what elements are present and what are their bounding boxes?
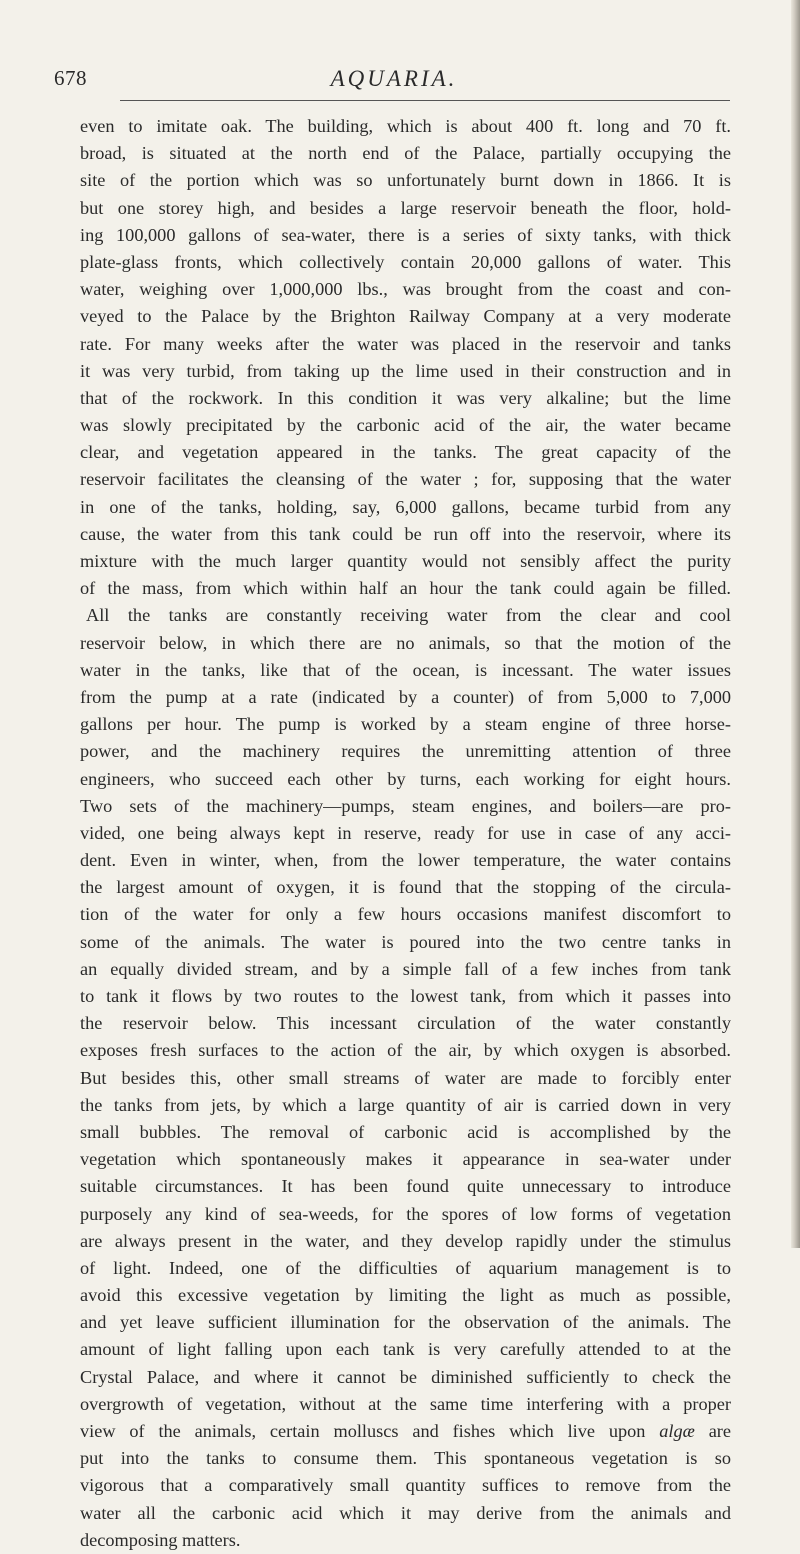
page-number: 678 <box>54 66 87 90</box>
text-line: of the mass, from which within half an hour the tank could again be filled. <box>80 578 731 599</box>
text-line: and yet leave sufficient illumination for the observation of the animals. The <box>80 1312 731 1333</box>
text-line: avoid this excessive vegetation by limiting the light as much as possible, <box>80 1285 731 1306</box>
text-line: water all the carbonic acid which it may derive from the animals and <box>80 1502 731 1523</box>
text-line: purposely any kind of sea-weeds, for the spores of low forms of vegetation <box>80 1203 731 1224</box>
text-line: broad, is situated at the north end of the Palace, partially occupying the <box>80 143 731 164</box>
text-line: the largest amount of oxygen, it is found that the stopping of the circula- <box>80 877 731 898</box>
text-line: All the tanks are constantly receiving water from the clear and cool <box>86 605 731 626</box>
page-edge <box>791 0 800 1248</box>
header-rule <box>120 100 730 101</box>
text-line: gallons per hour. The pump is worked by a steam engine of three horse- <box>80 714 731 735</box>
text-line: water in the tanks, like that of the ocean, is incessant. The water issues <box>80 659 731 680</box>
text-line-with-italic <box>80 1418 731 1445</box>
text-line: But besides this, other small streams of water are made to forcibly enter <box>80 1067 731 1088</box>
text-line-before: view of the animals, certain molluscs and fishes which live upon <box>80 1421 660 1441</box>
text-line: that of the rockwork. In this condition it was very alkaline; but the lime <box>80 387 731 408</box>
text-line: dent. Even in winter, when, from the lower temperature, the water contains <box>80 850 731 871</box>
text-line: amount of light falling upon each tank is very carefully attended to at the <box>80 1339 731 1360</box>
text-line: from the pump at a rate (indicated by a counter) of from 5,000 to 7,000 <box>80 686 731 707</box>
text-line: water, weighing over 1,000,000 lbs., was brought from the coast and con- <box>80 279 731 300</box>
text-line: of light. Indeed, one of the difficulties of aquarium management is to <box>80 1257 731 1278</box>
italic-word-algae: algæ <box>659 1421 695 1441</box>
text-line: small bubbles. The removal of carbonic acid is accomplished by the <box>80 1121 731 1142</box>
text-line: rate. For many weeks after the water was placed in the reservoir and tanks <box>80 333 731 354</box>
text-line: engineers, who succeed each other by turns, each working for eight hours. <box>80 768 731 789</box>
text-line: mixture with the much larger quantity would not sensibly affect the purity <box>80 551 731 571</box>
text-line: clear, and vegetation appeared in the tanks. The great capacity of the <box>80 442 731 463</box>
text-line-after: are <box>694 1421 732 1441</box>
text-line: are always present in the water, and they develop rapidly under the stimulus <box>80 1230 731 1251</box>
text-line: tion of the water for only a few hours occasions manifest discomfort to <box>80 904 731 925</box>
text-line: ing 100,000 gallons of sea-water, there is a series of sixty tanks, with thick <box>80 224 731 245</box>
text-line: even to imitate oak. The building, which is about 400 ft. long and 70 ft. <box>80 116 731 136</box>
text-line: plate-glass fronts, which collectively contain 20,000 gallons of water. This <box>80 251 731 272</box>
text-line: it was very turbid, from taking up the lime used in their construction and in <box>80 360 731 381</box>
text-line: vided, one being always kept in reserve, ready for use in case of any acci- <box>80 822 731 843</box>
text-line: veyed to the Palace by the Brighton Railway Company at a very moderate <box>80 306 731 327</box>
text-line: reservoir facilitates the cleansing of the water ; for, supposing that the water <box>80 469 731 490</box>
text-line: Two sets of the machinery—pumps, steam engines, and boilers—are pro- <box>80 795 731 816</box>
text-line: site of the portion which was so unfortunately burnt down in 1866. It is <box>80 170 731 191</box>
text-line: some of the animals. The water is poured into the two centre tanks in <box>80 931 731 952</box>
text-line: but one storey high, and besides a large reservoir beneath the floor, hold- <box>80 197 731 218</box>
text-line: vigorous that a comparatively small quantity suffices to remove from the <box>80 1475 731 1496</box>
text-line: exposes fresh surfaces to the action of the air, by which oxygen is absorbed. <box>80 1040 731 1061</box>
text-line: in one of the tanks, holding, say, 6,000 gallons, became turbid from any <box>80 496 731 517</box>
text-line: to tank it flows by two routes to the lowest tank, from which it passes into <box>80 986 731 1006</box>
text-line: Crystal Palace, and where it cannot be diminished sufficiently to check the <box>80 1366 731 1387</box>
text-line: cause, the water from this tank could be run off into the reservoir, where its <box>80 523 731 544</box>
text-line: decomposing matters. <box>80 1529 241 1550</box>
text-line: vegetation which spontaneously makes it appearance in sea-water under <box>80 1149 731 1170</box>
text-line: reservoir below, in which there are no animals, so that the motion of the <box>80 632 731 653</box>
text-line: suitable circumstances. It has been found quite unnecessary to introduce <box>80 1176 731 1197</box>
running-title: AQUARIA. <box>330 66 458 91</box>
text-line: power, and the machinery requires the unremitting attention of three <box>80 741 731 762</box>
body-text <box>80 113 731 1554</box>
text-line: was slowly precipitated by the carbonic acid of the air, the water became <box>80 415 731 436</box>
text-line: the tanks from jets, by which a large quantity of air is carried down in very <box>80 1094 731 1115</box>
text-line: the reservoir below. This incessant circulation of the water constantly <box>80 1013 731 1034</box>
text-line: put into the tanks to consume them. This spontaneous vegetation is so <box>80 1448 731 1469</box>
text-line: overgrowth of vegetation, without at the same time interfering with a proper <box>80 1393 731 1414</box>
page-header <box>54 66 734 100</box>
text-line: an equally divided stream, and by a simple fall of a few inches from tank <box>80 958 731 979</box>
